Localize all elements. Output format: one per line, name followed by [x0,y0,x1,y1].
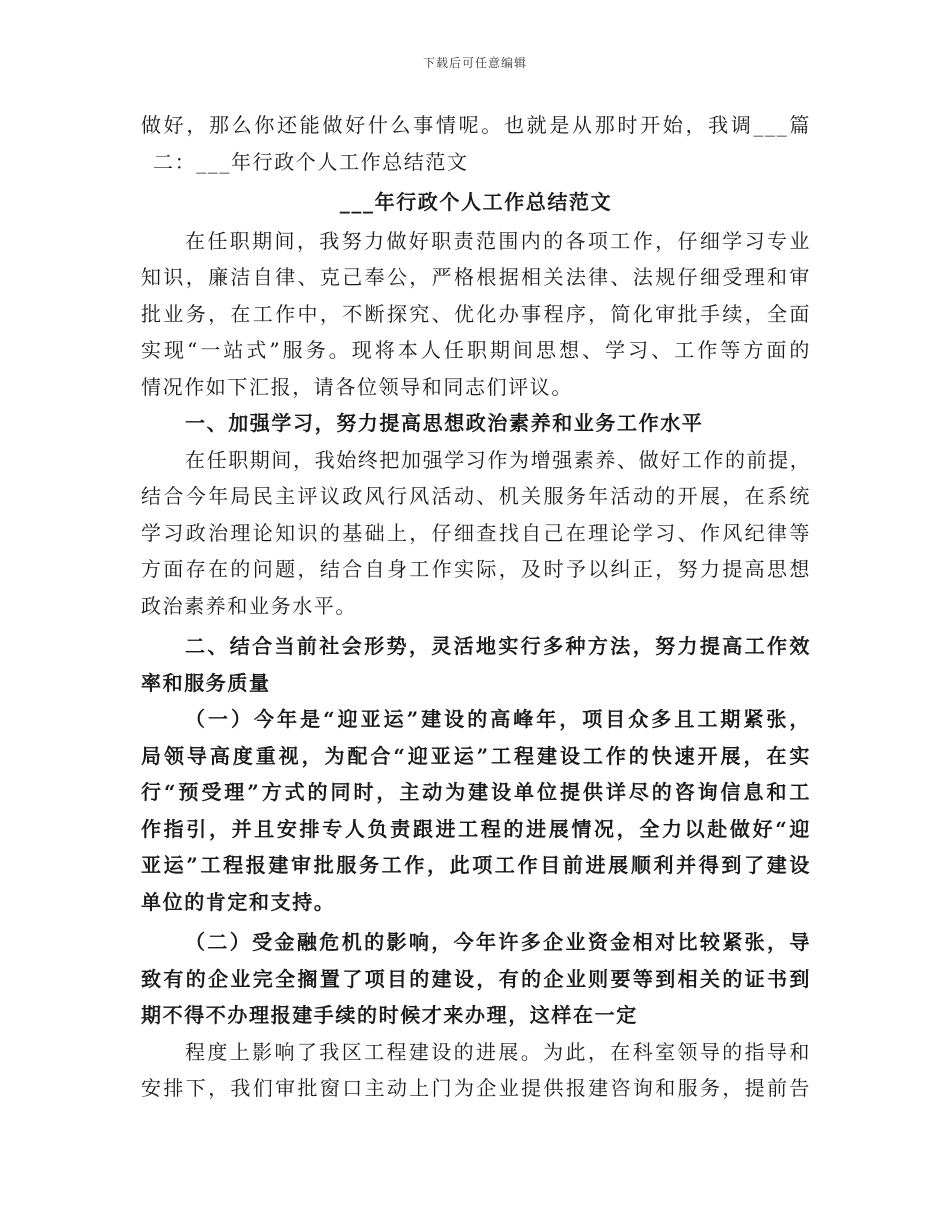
text-line: 方面存在的问题，结合自身工作实际，及时予以纠正，努力提高思想 [141,557,811,581]
section-2-paragraph-1 [141,701,811,920]
text-line: 做好，那么你还能做好什么事情呢。也就是从那时开始，我调___篇 [141,113,811,137]
section-1-paragraph [141,442,811,625]
document-title: ___年行政个人工作总结范文 [339,190,613,214]
text-line: 程度上影响了我区工程建设的进展。为此，在科室领导的指导和 [185,1039,811,1064]
text-line: 结合今年局民主评议政风行风活动、机关服务年活动的开展，在系统 [141,484,811,508]
text-line: 学习政治理论知识的基础上，仔细查找自己在理论学习、作风纪律等 [141,520,811,545]
intro-paragraph [141,223,811,406]
section-heading-2 [141,628,811,701]
document-body [141,107,811,1107]
text-line: 局领导高度重视，为配合“迎亚运”工程建设工作的快速开展，在实 [141,743,811,768]
text-line: （二）受金融危机的影响，今年许多企业资金相对比较紧张，导 [185,930,811,954]
text-line: 率和服务质量 [141,670,271,695]
text-line: 知识，廉洁自律、克己奉公，严格根据相关法律、法规仔细受理和审 [141,265,811,289]
text-line: 情况作如下汇报，请各位领导和同志们评议。 [141,374,573,399]
text-line: 在任职期间，我始终把加强学习作为增强素养、做好工作的前提， [185,447,812,472]
text-line: 实现“一站式”服务。现将本人任职期间思想、学习、工作等方面的 [141,338,811,362]
text-line: 行“预受理”方式的同时，主动为建设单位提供详尽的咨询信息和工 [141,780,811,804]
text-line: 作指引，并且安排专人负责跟进工程的进展情况，全力以赴做好“迎 [141,816,811,841]
section-heading-1: 一、加强学习，努力提高思想政治素养和业务工作水平 [185,411,704,435]
text-line: 亚运”工程报建审批服务工作，此项工作目前进展顺利并得到了建设 [141,853,811,877]
text-line: 二：___年行政个人工作总结范文 [153,149,469,174]
text-line: 二、结合当前社会形势，灵活地实行多种方法，努力提高工作效 [185,634,811,658]
page-header-note: 下载后可任意编辑 [422,56,527,70]
text-line: 单位的肯定和支持。 [141,889,336,914]
text-line: （一）今年是“迎亚运”建设的高峰年，项目众多且工期紧张， [185,707,811,731]
text-line: 安排下，我们审批窗口主动上门为企业提供报建咨询和服务，提前告 [141,1076,811,1100]
section-2-paragraph-2 [141,924,811,1034]
text-line: 致有的企业完全搁置了项目的建设，有的企业则要等到相关的证书到 [141,966,811,991]
section-2-paragraph-3 [141,1034,811,1107]
text-line: 批业务，在工作中，不断探究、优化办事程序，简化审批手续，全面 [141,301,811,326]
text-line: 期不得不办理报建手续的时候才来办理，这样在一定 [141,1003,638,1027]
text-line: 政治素养和业务水平。 [141,593,357,618]
text-line: 在任职期间，我努力做好职责范围内的各项工作，仔细学习专业 [185,228,811,253]
